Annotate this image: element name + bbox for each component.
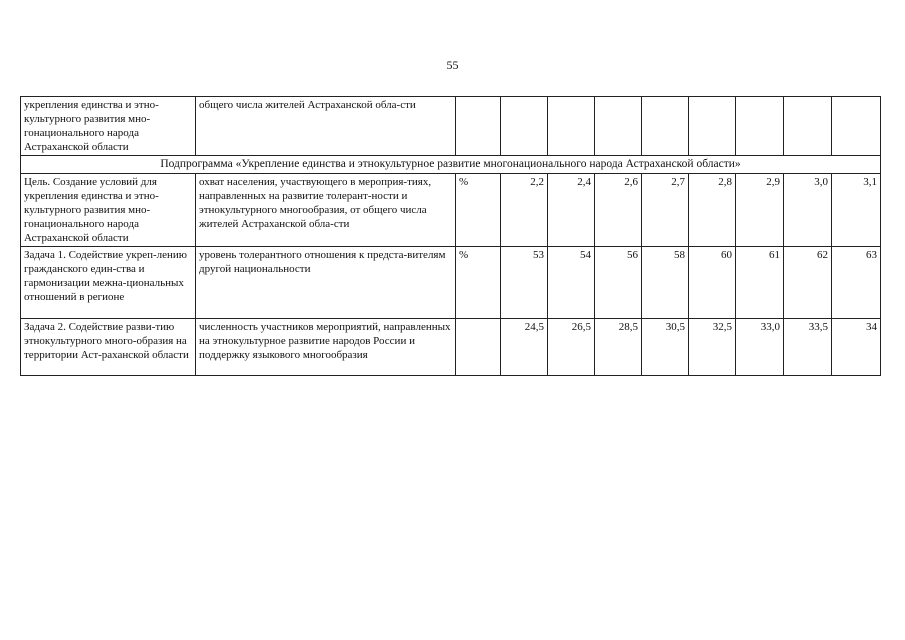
value-cell: 26,5 <box>548 319 595 376</box>
subprogram-title: Подпрограмма «Укрепление единства и этнокультурное развитие многонационального народа Астраханской области» <box>21 156 881 174</box>
value-cell: 56 <box>595 247 642 319</box>
value-cell <box>736 97 784 156</box>
unit-cell: % <box>456 174 501 247</box>
value-cell: 63 <box>832 247 881 319</box>
indicators-table <box>20 96 881 376</box>
unit-cell: % <box>456 247 501 319</box>
value-cell <box>689 97 736 156</box>
table-row-continuation <box>21 97 881 156</box>
value-cell <box>548 97 595 156</box>
value-cell: 53 <box>501 247 548 319</box>
value-cell: 28,5 <box>595 319 642 376</box>
value-cell: 61 <box>736 247 784 319</box>
value-cell: 33,5 <box>784 319 832 376</box>
value-cell: 54 <box>548 247 595 319</box>
unit-cell <box>456 319 501 376</box>
value-cell: 34 <box>832 319 881 376</box>
value-cell <box>784 97 832 156</box>
value-cell <box>595 97 642 156</box>
value-cell: 3,0 <box>784 174 832 247</box>
value-cell: 2,6 <box>595 174 642 247</box>
table-row <box>21 247 881 319</box>
value-cell <box>642 97 689 156</box>
page-number: 55 <box>446 58 459 72</box>
value-cell: 62 <box>784 247 832 319</box>
goal-cell: Задача 2. Содействие разви-тию этнокультурного много-образия на территории Аст-раханской области <box>21 319 196 376</box>
value-cell: 58 <box>642 247 689 319</box>
value-cell: 2,7 <box>642 174 689 247</box>
goal-cell: Цель. Создание условий для укрепления единства и этно-культурного развития мно-гонационального народа Астраханской области <box>21 174 196 247</box>
goal-cell: укрепления единства и этно-культурного развития мно-гонационального народа Астраханской области <box>21 97 196 156</box>
value-cell: 2,4 <box>548 174 595 247</box>
subprogram-row <box>21 156 881 174</box>
value-cell: 33,0 <box>736 319 784 376</box>
table-row <box>21 174 881 247</box>
table-row <box>21 319 881 376</box>
unit-cell <box>456 97 501 156</box>
value-cell: 2,9 <box>736 174 784 247</box>
value-cell: 32,5 <box>689 319 736 376</box>
indicator-cell: уровень толерантного отношения к предста-вителям другой национальности <box>196 247 456 319</box>
value-cell <box>832 97 881 156</box>
value-cell: 2,2 <box>501 174 548 247</box>
value-cell: 24,5 <box>501 319 548 376</box>
indicator-cell: общего числа жителей Астраханской обла-сти <box>196 97 456 156</box>
indicator-cell: численность участников мероприятий, направленных на этнокультурное развитие народов России и поддержку языкового многообразия <box>196 319 456 376</box>
indicator-cell: охват населения, участвующего в мероприя-тиях, направленных на развитие толерант-ности и этнокультурного многообразия, от общего числа жителей Астраханской обла-сти <box>196 174 456 247</box>
value-cell: 60 <box>689 247 736 319</box>
value-cell: 3,1 <box>832 174 881 247</box>
value-cell: 2,8 <box>689 174 736 247</box>
goal-cell: Задача 1. Содействие укреп-лению гражданского един-ства и гармонизации межна-циональных отношений в регионе <box>21 247 196 319</box>
value-cell <box>501 97 548 156</box>
value-cell: 30,5 <box>642 319 689 376</box>
